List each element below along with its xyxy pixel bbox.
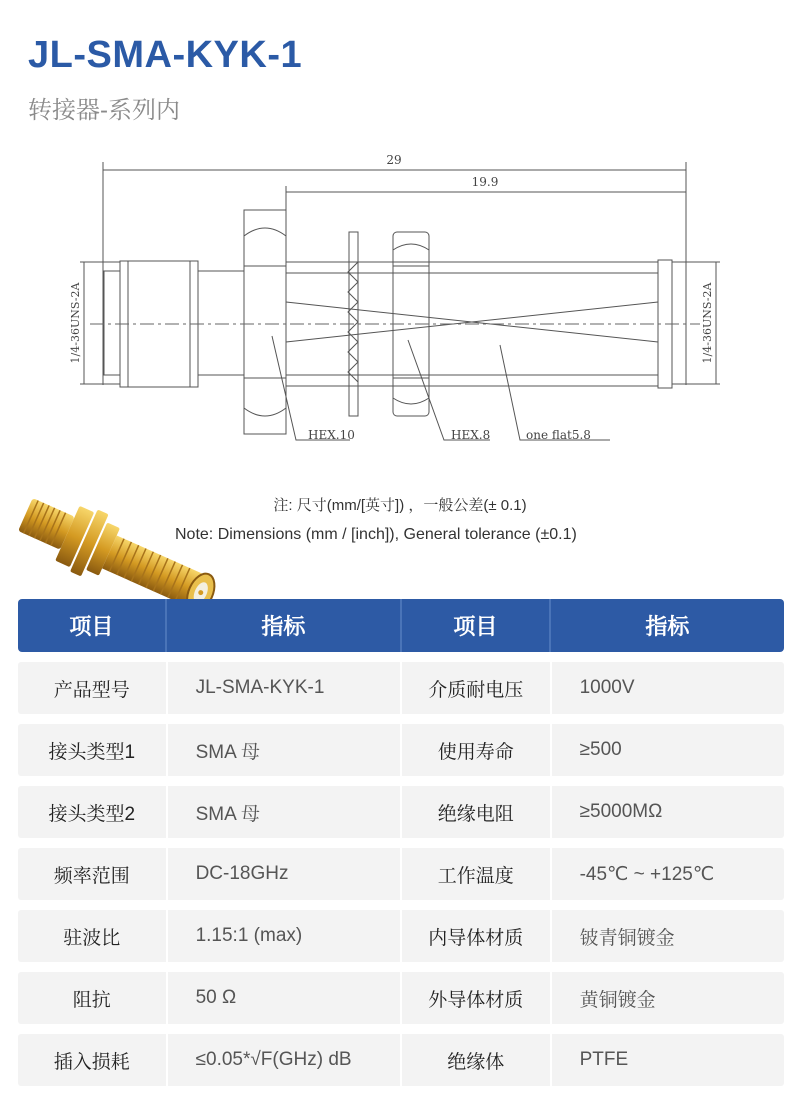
row-value: 1.15:1 (max) xyxy=(166,910,400,962)
row-value: PTFE xyxy=(550,1034,784,1086)
note-chinese: 注: 尺寸(mm/[英寸]) ，一般公差(± 0.1) xyxy=(273,497,527,514)
technical-drawing xyxy=(0,140,800,460)
header-spec-1: 指标 xyxy=(165,599,400,652)
row-value: 50 Ω xyxy=(166,972,400,1024)
dimension-total: 29 xyxy=(386,153,402,167)
page-subtitle: 转接器-系列内 xyxy=(28,97,180,124)
hex8-label: HEX.8 xyxy=(451,428,491,442)
row-value: ≤0.05*√F(GHz) dB xyxy=(166,1034,400,1086)
row-label: 介质耐电压 xyxy=(400,662,550,714)
row-value: 黄铜镀金 xyxy=(550,972,784,1024)
table-header xyxy=(18,599,784,652)
table-row xyxy=(18,662,784,714)
header-spec-2: 指标 xyxy=(549,599,784,652)
thread-label-right: 1/4-36UNS-2A xyxy=(701,282,714,364)
header-item-2: 项目 xyxy=(400,599,549,652)
row-label: 频率范围 xyxy=(53,865,130,887)
row-label: 接头类型2 xyxy=(48,803,136,825)
row-label: 阻抗 xyxy=(72,989,111,1011)
row-value: ≥5000MΩ xyxy=(550,786,784,838)
row-label: 驻波比 xyxy=(63,927,121,949)
row-value: ≥500 xyxy=(550,724,784,776)
row-value: -45℃ ~ +125℃ xyxy=(550,848,784,900)
row-value: SMA 母 xyxy=(166,724,400,776)
dimension-partial: 19.9 xyxy=(471,175,499,189)
row-label: 外导体材质 xyxy=(400,972,550,1024)
row-label: 绝缘电阻 xyxy=(400,786,550,838)
row-value: SMA 母 xyxy=(166,786,400,838)
row-label: 使用寿命 xyxy=(400,724,550,776)
flat-label: one flat5.8 xyxy=(526,428,591,442)
spec-table xyxy=(18,599,784,1086)
table-row xyxy=(18,910,784,962)
note-english: Note: Dimensions (mm / [inch]), General tolerance (±0.1) xyxy=(175,526,577,543)
page-title: JL-SMA-KYK-1 xyxy=(28,34,303,76)
row-value: JL-SMA-KYK-1 xyxy=(166,662,400,714)
row-label: 产品型号 xyxy=(53,679,130,701)
table-row xyxy=(18,786,784,838)
row-value: 1000V xyxy=(550,662,784,714)
table-row xyxy=(18,1034,784,1086)
table-row xyxy=(18,972,784,1024)
row-value: DC-18GHz xyxy=(166,848,400,900)
row-label: 接头类型1 xyxy=(48,741,136,763)
table-row xyxy=(18,848,784,900)
row-label: 内导体材质 xyxy=(400,910,550,962)
row-label: 插入损耗 xyxy=(53,1051,130,1073)
row-label: 绝缘体 xyxy=(400,1034,550,1086)
thread-label-left: 1/4-36UNS-2A xyxy=(69,282,82,364)
hex10-label: HEX.10 xyxy=(308,428,355,442)
header-item-1: 项目 xyxy=(69,614,114,639)
row-label: 工作温度 xyxy=(400,848,550,900)
table-row xyxy=(18,724,784,776)
row-value: 铍青铜镀金 xyxy=(550,910,784,962)
